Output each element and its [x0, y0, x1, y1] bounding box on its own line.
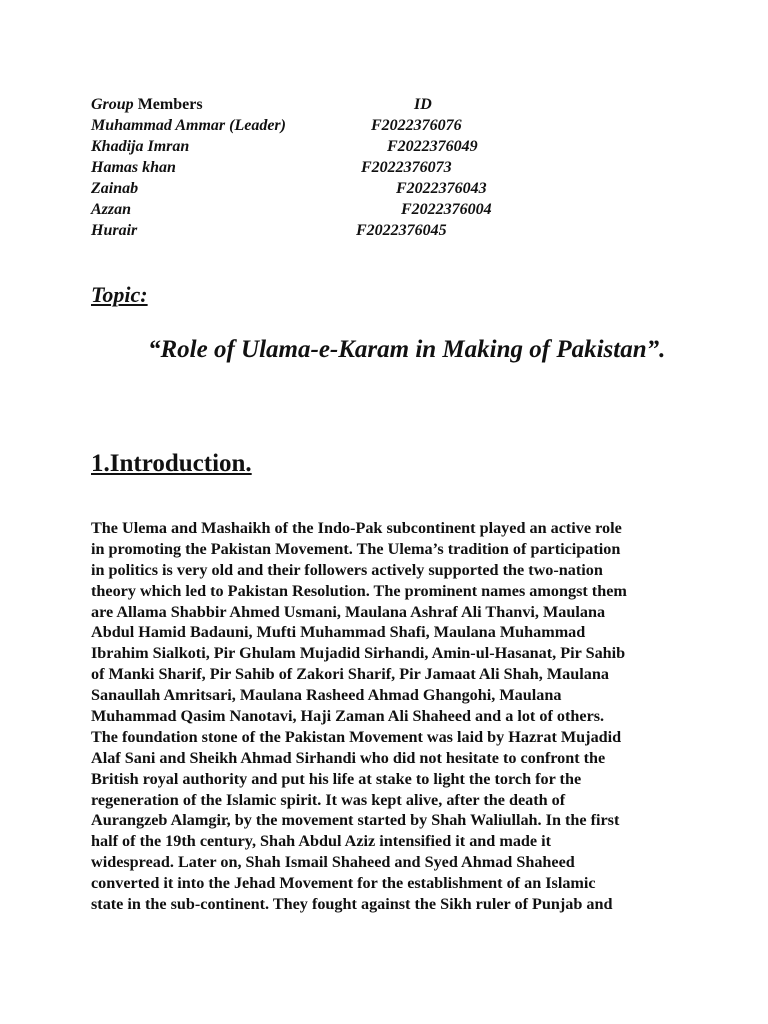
member-row — [91, 220, 651, 241]
member-name: Zainab — [91, 180, 139, 197]
member-name: Khadija Imran — [91, 138, 190, 155]
paragraph-line: widespread. Later on, Shah Ismail Shaheed and Syed Ahmad Shaheed — [91, 853, 575, 872]
member-name: Hurair — [91, 222, 138, 239]
members-header-row — [91, 94, 651, 115]
paragraph-line: Muhammad Qasim Nanotavi, Haji Zaman Ali Shaheed and a lot of others. — [91, 707, 605, 726]
member-name: Hamas khan — [91, 159, 176, 176]
paragraph-line: in politics is very old and their followers actively supported the two-nation — [91, 560, 603, 579]
member-id: F2022376049 — [387, 138, 478, 155]
id-column-header: ID — [414, 96, 432, 113]
member-row — [91, 136, 651, 157]
paragraph-line: half of the 19th century, Shah Abdul Aziz intensified it and made it — [91, 832, 552, 851]
paragraph-line: converted it into the Jehad Movement for the establishment of an Islamic — [91, 874, 596, 893]
paragraph-line: The Ulema and Mashaikh of the Indo-Pak subcontinent played an active role — [91, 519, 622, 537]
member-id: F2022376043 — [396, 180, 487, 197]
topic-label: Topic: — [91, 282, 148, 307]
paragraph-line: state in the sub-continent. They fought against the Sikh ruler of Punjab and — [91, 895, 613, 914]
paragraph-line: Ibrahim Sialkoti, Pir Ghulam Mujadid Sirhandi, Amin-ul-Hasanat, Pir Sahib — [91, 644, 626, 663]
paragraph-line: Sanaullah Amritsari, Maulana Rasheed Ahmad Ghangohi, Maulana — [91, 686, 562, 705]
paragraph-line: regeneration of the Islamic spirit. It was kept alive, after the death of — [91, 790, 566, 809]
member-row — [91, 199, 651, 220]
paragraph-line: The foundation stone of the Pakistan Movement was laid by Hazrat Mujadid — [91, 727, 622, 746]
member-row — [91, 157, 651, 178]
paragraph-line: British royal authority and put his life at stake to light the torch for the — [91, 769, 582, 788]
topic-title: “Role of Ulama-e-Karam in Making of Pakistan”. — [148, 336, 666, 363]
paragraph-line: of Manki Sharif, Pir Sahib of Zakori Sharif, Pir Jamaat Ali Shah, Maulana — [91, 665, 609, 684]
members-word: Members — [137, 96, 203, 113]
paragraph-line: theory which led to Pakistan Resolution. The prominent names amongst them — [91, 581, 627, 600]
group-word: Group — [91, 96, 134, 113]
paragraph-line: Alaf Sani and Sheikh Ahmad Sirhandi who did not hesitate to confront the — [91, 748, 606, 767]
paragraph-line: in promoting the Pakistan Movement. The Ulema’s tradition of participation — [91, 539, 621, 558]
paragraph-line: Aurangzeb Alamgir, by the movement started by Shah Waliullah. In the first — [91, 811, 620, 830]
member-name: Muhammad Ammar (Leader) — [91, 117, 286, 134]
paragraph-line: Abdul Hamid Badauni, Mufti Muhammad Shafi, Maulana Muhammad — [91, 623, 586, 642]
member-id: F2022376045 — [356, 222, 447, 239]
introduction-paragraph — [91, 518, 681, 915]
member-row — [91, 115, 651, 136]
member-name: Azzan — [91, 201, 132, 218]
group-members-table — [91, 94, 651, 241]
introduction-heading: 1.Introduction. — [91, 450, 252, 477]
member-id: F2022376073 — [361, 159, 452, 176]
member-id: F2022376004 — [401, 201, 492, 218]
members-header-label — [91, 94, 203, 115]
member-row — [91, 178, 651, 199]
paragraph-line: are Allama Shabbir Ahmed Usmani, Maulana Ashraf Ali Thanvi, Maulana — [91, 602, 606, 621]
member-id: F2022376076 — [371, 117, 462, 134]
